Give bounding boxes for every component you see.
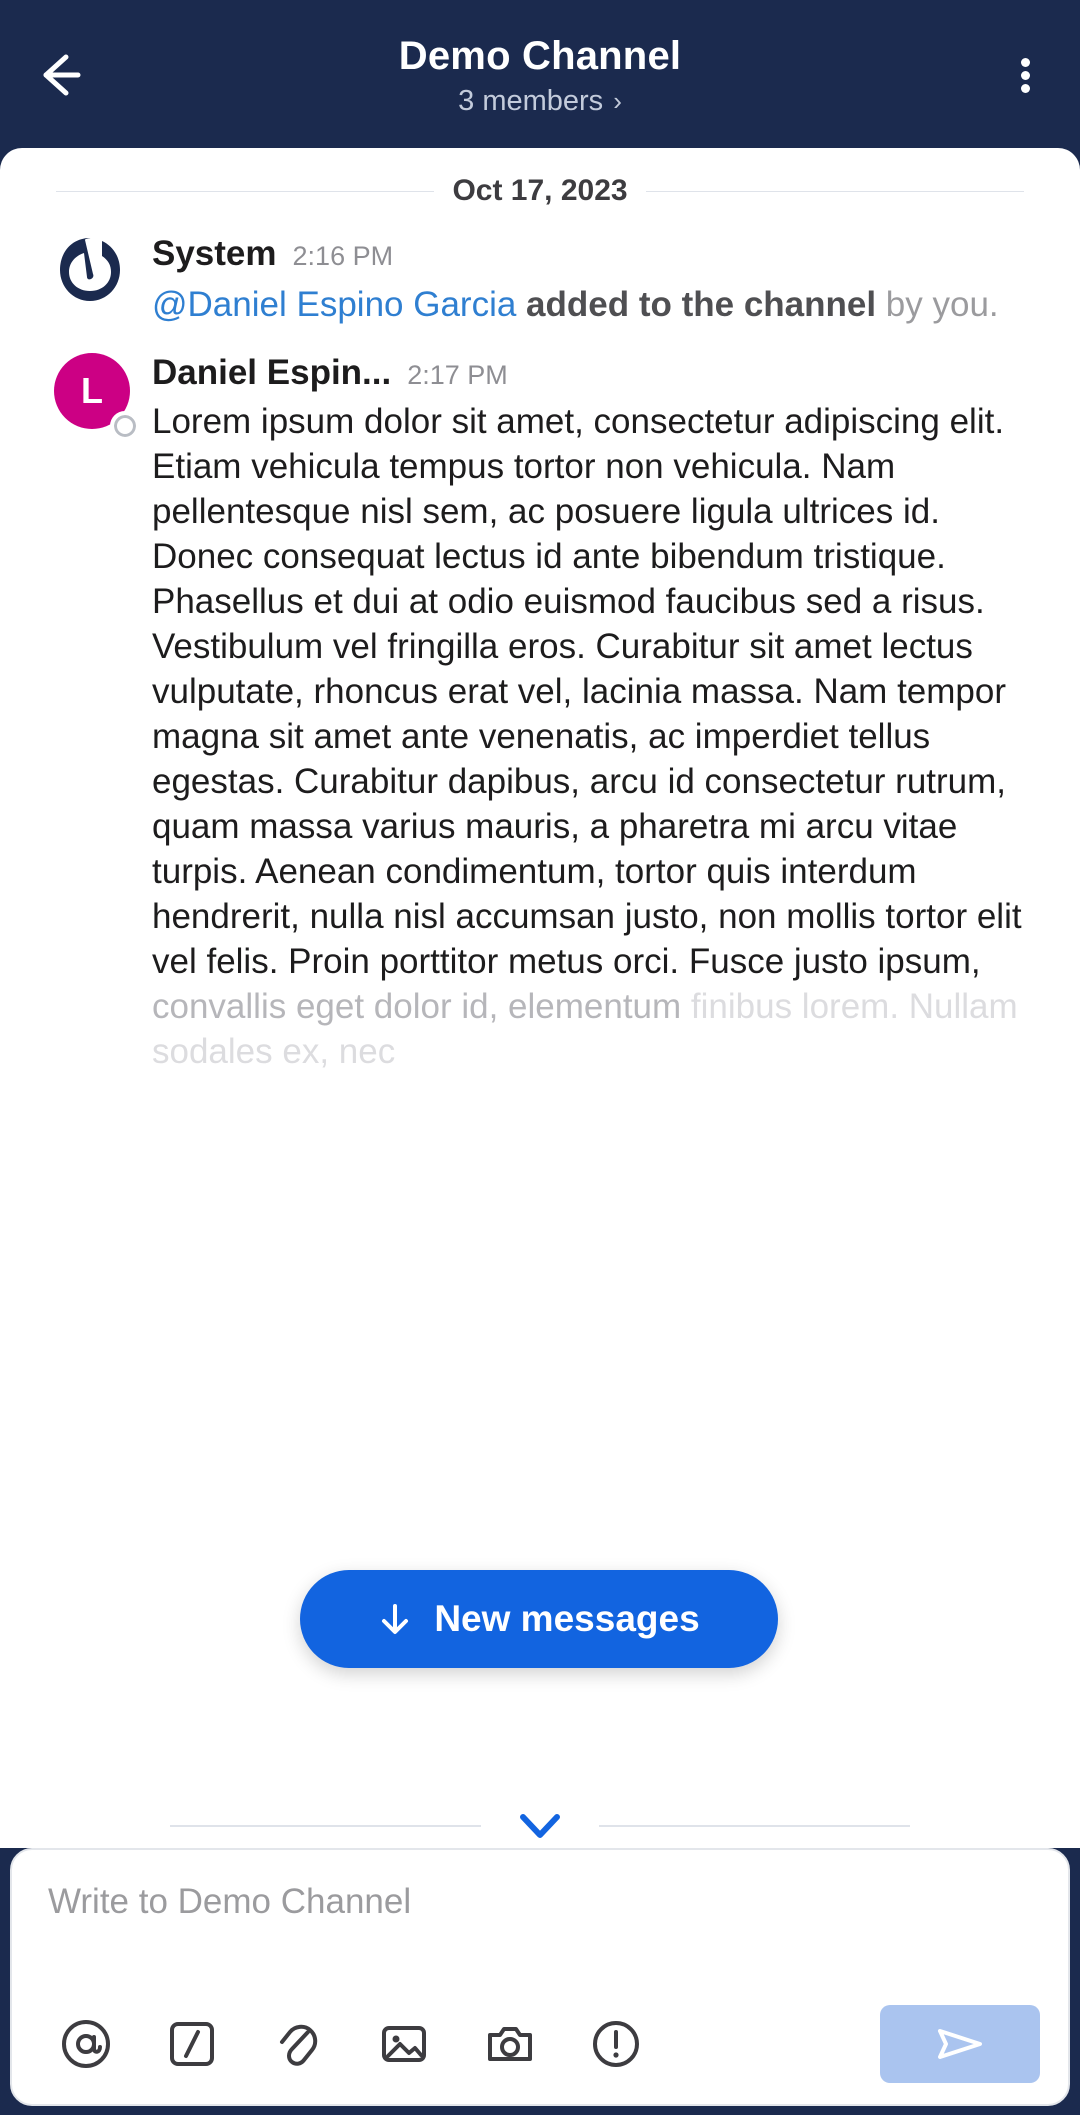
system-logo-icon	[54, 234, 126, 306]
slash-command-button[interactable]	[146, 1998, 238, 2090]
kebab-menu-icon	[1021, 54, 1030, 97]
channel-header-center[interactable]	[110, 32, 970, 118]
message-timestamp: 2:16 PM	[292, 241, 394, 271]
composer-toolbar	[12, 1984, 1068, 2104]
list-item[interactable]	[0, 208, 1080, 327]
message-text-fade-2: finibus lorem. Nullam sodales ex, nec	[152, 987, 1018, 1071]
divider-rule-left	[56, 191, 434, 192]
avatar-initial: L	[54, 353, 130, 429]
presence-status-icon	[110, 411, 140, 441]
image-icon	[378, 2018, 430, 2070]
message-header	[152, 353, 1040, 393]
divider-rule-left	[170, 1825, 481, 1827]
chevron-down-icon	[517, 1811, 563, 1841]
message-author[interactable]: Daniel Espin...	[152, 353, 392, 392]
avatar[interactable]	[54, 353, 146, 1074]
channel-members-row[interactable]	[458, 84, 622, 118]
message-text	[152, 399, 1040, 1074]
system-message-text	[152, 282, 1040, 327]
attachment-button[interactable]	[252, 1998, 344, 2090]
image-button[interactable]	[358, 1998, 450, 2090]
divider-rule-right	[599, 1825, 910, 1827]
priority-button[interactable]	[570, 1998, 662, 2090]
message-body	[146, 234, 1040, 327]
page-title: Demo Channel	[398, 34, 682, 78]
camera-button[interactable]	[464, 1998, 556, 2090]
date-divider-label: Oct 17, 2023	[452, 174, 628, 207]
system-message-rest: by you.	[876, 285, 999, 324]
back-button[interactable]	[0, 0, 120, 150]
jump-to-recent-button[interactable]	[481, 1798, 599, 1848]
channel-menu-button[interactable]	[970, 0, 1080, 150]
new-messages-button[interactable]	[300, 1570, 778, 1668]
message-composer[interactable]	[10, 1848, 1070, 2106]
arrow-down-icon	[378, 1602, 412, 1636]
divider-rule-right	[646, 191, 1024, 192]
message-text-fade-1: convallis eget dolor id, elementum	[152, 987, 682, 1026]
message-input[interactable]: Write to Demo Channel	[48, 1882, 412, 1921]
mention-icon	[60, 2018, 112, 2070]
camera-icon	[484, 2018, 536, 2070]
message-timestamp: 2:17 PM	[407, 360, 508, 390]
mattermost-logo-icon	[54, 234, 126, 306]
list-item[interactable]	[0, 327, 1080, 1074]
new-messages-divider	[0, 1798, 1080, 1848]
new-messages-label: New messages	[434, 1598, 700, 1639]
channel-members-count: 3 members	[458, 85, 604, 117]
slash-command-icon	[166, 2018, 218, 2070]
chevron-right-icon: ›	[613, 86, 622, 116]
mention-button[interactable]	[40, 1998, 132, 2090]
system-message-strong: added to the channel	[516, 285, 877, 324]
attachment-icon	[272, 2018, 324, 2070]
message-body	[146, 353, 1040, 1074]
message-author: System	[152, 234, 277, 273]
avatar	[54, 234, 146, 327]
date-divider	[0, 148, 1080, 208]
message-header	[152, 234, 1040, 274]
arrow-left-icon	[34, 49, 86, 101]
send-icon	[934, 2021, 986, 2067]
send-button[interactable]	[880, 2005, 1040, 2083]
priority-icon	[590, 2018, 642, 2070]
channel-header	[0, 0, 1080, 150]
user-mention-link[interactable]: @Daniel Espino Garcia	[152, 285, 517, 324]
message-text-main: Lorem ipsum dolor sit amet, consectetur adipiscing elit. Etiam vehicula tempus tortor non vehicula. Nam pellentesque nisl sem, ac posuere ligula ultrices id. Donec consequat lectus id ante bibendum tristique. Phasellus et dui at odio euismod faucibus sed a risus. Vestibulum vel fringilla eros. Curabitur sit amet lectus vulputate, rhoncus erat vel, lacinia massa. Nam tempor magna sit amet ante venenatis, ac imperdiet tellus egestas. Curabitur dapibus, arcu id consectetur rutrum, quam massa varius mauris, a pharetra mi arcu vitae turpis. Aenean condimentum, tortor quis interdum hendrerit, nulla nisl accumsan justo, non mollis tortor elit vel felis. Proin porttitor metus orci. Fusce justo ipsum,	[152, 402, 1022, 981]
